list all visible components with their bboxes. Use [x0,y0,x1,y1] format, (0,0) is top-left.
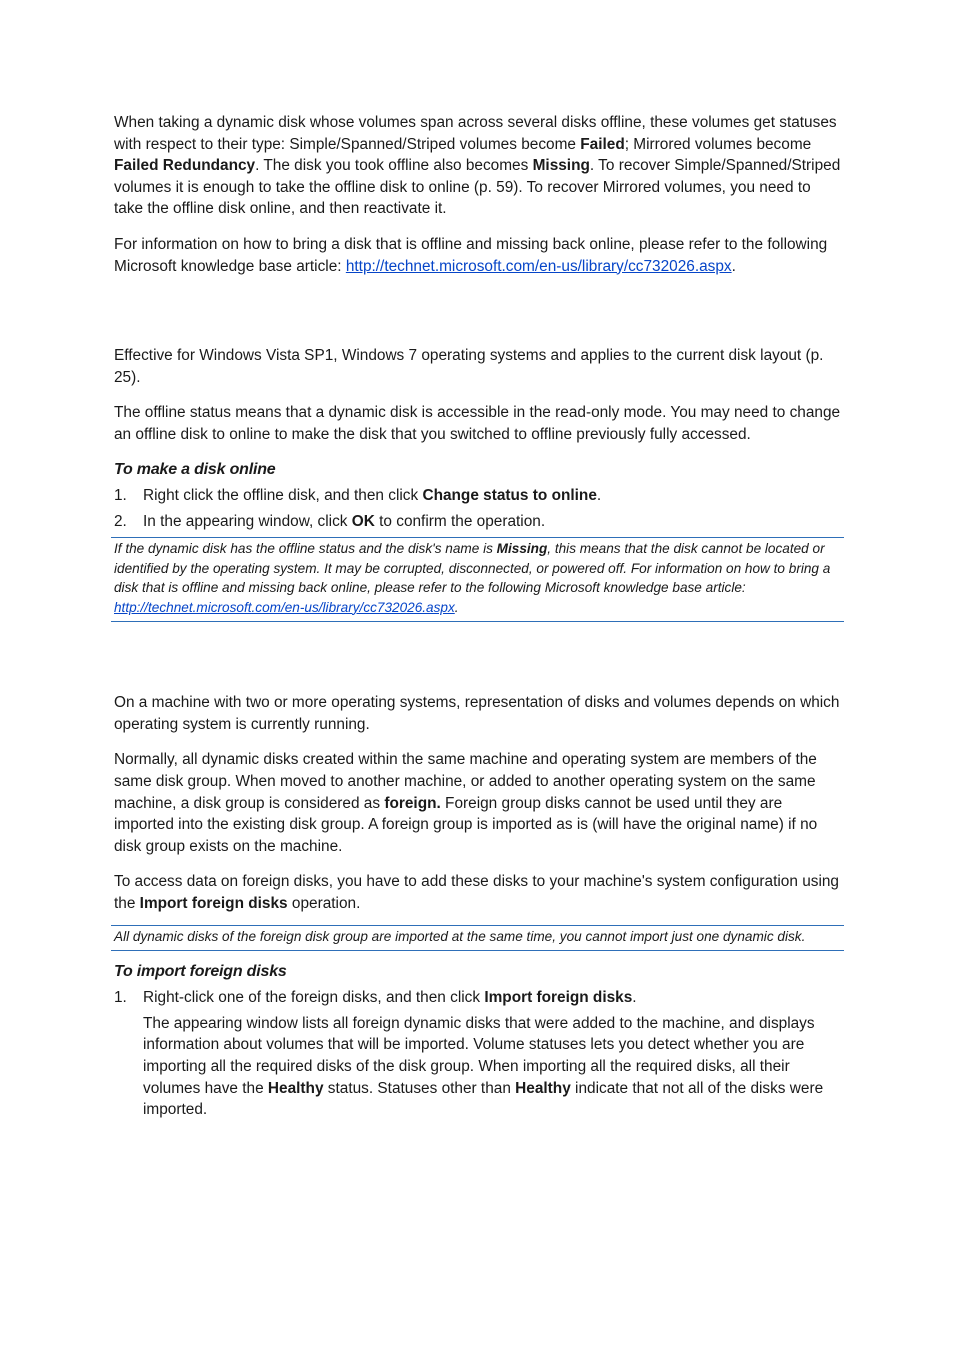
text-run: , this means that the disk cannot be located or identified by the operating system. It may be corrupted, disconnected, or powered off. For information on how to bring a disk that is offline and missing back online, please refer to the following Microsoft knowledge base article: [114,540,831,596]
text-run: . [632,989,637,1007]
bold-term: Failed [580,135,625,153]
text-run: In the appearing window, click [143,512,352,530]
paragraph-offline-meaning [114,402,844,445]
steps-import [114,987,844,1121]
paragraph-kb-reference [114,234,844,277]
paragraph-offline-volumes [114,112,844,220]
step-number: 1. [114,989,127,1007]
text-run: . To recover Simple/Spanned/Striped volumes it is enough to take the offline disk to online (p. 59). To recover Mirrored volumes, you need to take the offline disk online, and then reactivate it. [114,157,841,218]
procedure-title-online: To make a disk online [114,460,276,478]
bold-term: Failed Redundancy [114,157,256,175]
step-item [114,987,844,1121]
kb-article-link[interactable]: http://technet.microsoft.com/en-us/library/cc732026.aspx [345,257,732,275]
step-text [143,485,844,507]
step-text [143,511,844,533]
bold-term: Change status to online [422,486,597,504]
text-run: The offline status means that a dynamic disk is accessible in the read-only mode. You may need to change an offline disk to online to make the disk that you switched to offline previously fully accessed. [114,404,841,443]
paragraph-access-foreign [114,871,844,914]
text-run: Foreign group disks cannot be used until they are imported into the existing disk group. A foreign group is imported as is (will have the original name) if no disk group exists on the machine. [114,794,818,855]
text-run: Right click the offline disk, and then click [143,486,423,504]
text-run: When taking a dynamic disk whose volumes span across several disks offline, these volumes get statuses with respect to their type: Simple/Spanned/Striped volumes become [114,114,837,153]
kb-article-link[interactable]: http://technet.microsoft.com/en-us/library/cc732026.aspx [114,599,455,615]
step-text [143,987,844,1121]
text-run: Normally, all dynamic disks created within the same machine and operating system are members of the same disk group. When moved to another machine, or added to another operating system on the same machine, a disk group is considered as [114,751,817,812]
paragraph-applies-to [114,345,844,388]
note-import-all [111,925,844,952]
bold-term: Missing [532,157,590,175]
step-item [114,511,844,533]
bold-term: OK [351,512,375,530]
text-run: Right-click one of the foreign disks, and then click [143,989,485,1007]
text-run: . [731,257,736,275]
bold-term: Healthy [267,1079,324,1097]
text-run: operation. [287,895,361,913]
text-run: . [454,599,459,615]
bold-term: Import foreign disks [139,895,288,913]
bold-term: Missing [496,540,548,556]
text-run: . The disk you took offline also becomes [255,157,533,175]
steps-online [114,485,844,533]
bold-term: Healthy [515,1079,571,1097]
text-run: For information on how to bring a disk that is offline and missing back online, please refer to the following Microsoft knowledge base article: [114,235,828,275]
paragraph-multi-os [114,692,844,735]
step-number: 1. [114,486,127,504]
text-run: . [596,486,602,504]
text-run: indicate that not all of the disks were imported. [143,1079,824,1119]
text-run: To access data on foreign disks, you have to add these disks to your machine's system configuration using the [114,873,839,913]
bold-term: foreign. [384,794,441,812]
bold-term: Import foreign disks [484,989,633,1007]
step-detail [143,1013,844,1121]
paragraph-disk-group [114,749,844,857]
text-run: On a machine with two or more operating systems, representation of disks and volumes depends on which operating system is currently running. [114,694,840,733]
document-page [114,112,844,1125]
note-missing-disk [111,537,844,622]
text-run: status. Statuses other than [323,1079,516,1097]
text-run: All dynamic disks of the foreign disk group are imported at the same time, you cannot import just one dynamic disk. [114,928,806,944]
text-run: If the dynamic disk has the offline status and the disk's name is [114,540,497,556]
step-item [114,485,844,507]
step-number: 2. [114,512,127,530]
text-run: Effective for Windows Vista SP1, Windows 7 operating systems and applies to the current disk layout (p. 25). [114,347,824,386]
text-run: to confirm the operation. [374,512,546,530]
procedure-title-import: To import foreign disks [114,963,287,981]
text-run: The appearing window lists all foreign dynamic disks that were added to the machine, and displays information about volumes that will be imported. Volume statuses lets you detect whether you are importing all the required disks of the disk group. When importing all the required disks, all their volumes have the [143,1014,815,1097]
text-run: ; Mirrored volumes become [624,135,812,153]
